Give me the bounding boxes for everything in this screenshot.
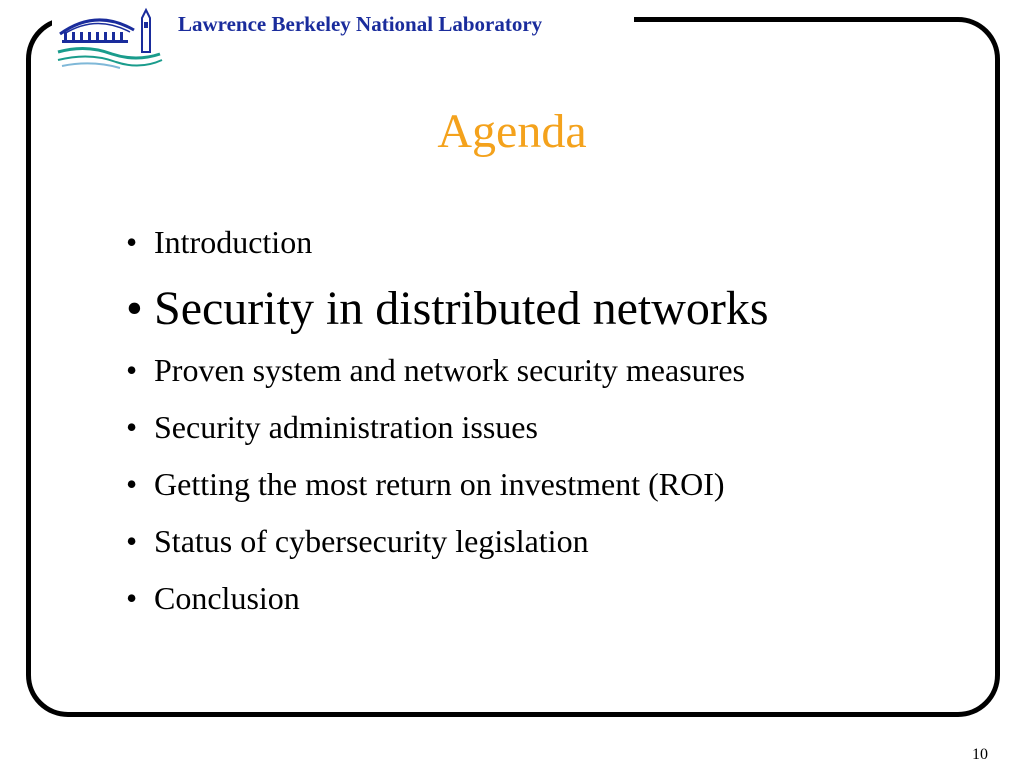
lbnl-logo-icon — [56, 4, 164, 70]
agenda-item — [126, 352, 769, 388]
agenda-item — [126, 580, 769, 616]
slide-title: Agenda — [437, 105, 587, 158]
agenda-item-text: Security administration issues — [154, 409, 538, 445]
agenda-item — [126, 224, 769, 260]
agenda-item-text: Getting the most return on investment (ROI) — [154, 466, 725, 502]
bullet-icon: • — [126, 523, 138, 559]
page-number: 10 — [972, 746, 988, 763]
agenda-item-text: Proven system and network security measures — [154, 352, 745, 388]
lab-name: Lawrence Berkeley National Laboratory — [178, 12, 543, 36]
bullet-icon: • — [126, 282, 143, 335]
agenda-list — [126, 224, 769, 637]
agenda-item-text: Conclusion — [154, 580, 300, 616]
agenda-item-text: Security in distributed networks — [154, 282, 769, 335]
bullet-icon: • — [126, 224, 138, 260]
agenda-item — [126, 409, 769, 445]
agenda-item-text: Status of cybersecurity legislation — [154, 523, 589, 559]
bullet-icon: • — [126, 466, 138, 502]
agenda-item — [126, 523, 769, 559]
bullet-icon: • — [126, 580, 138, 616]
agenda-item — [126, 466, 769, 502]
agenda-item-text: Introduction — [154, 224, 313, 260]
bullet-icon: • — [126, 409, 138, 445]
agenda-item-highlighted — [126, 281, 769, 337]
bullet-icon: • — [126, 352, 138, 388]
